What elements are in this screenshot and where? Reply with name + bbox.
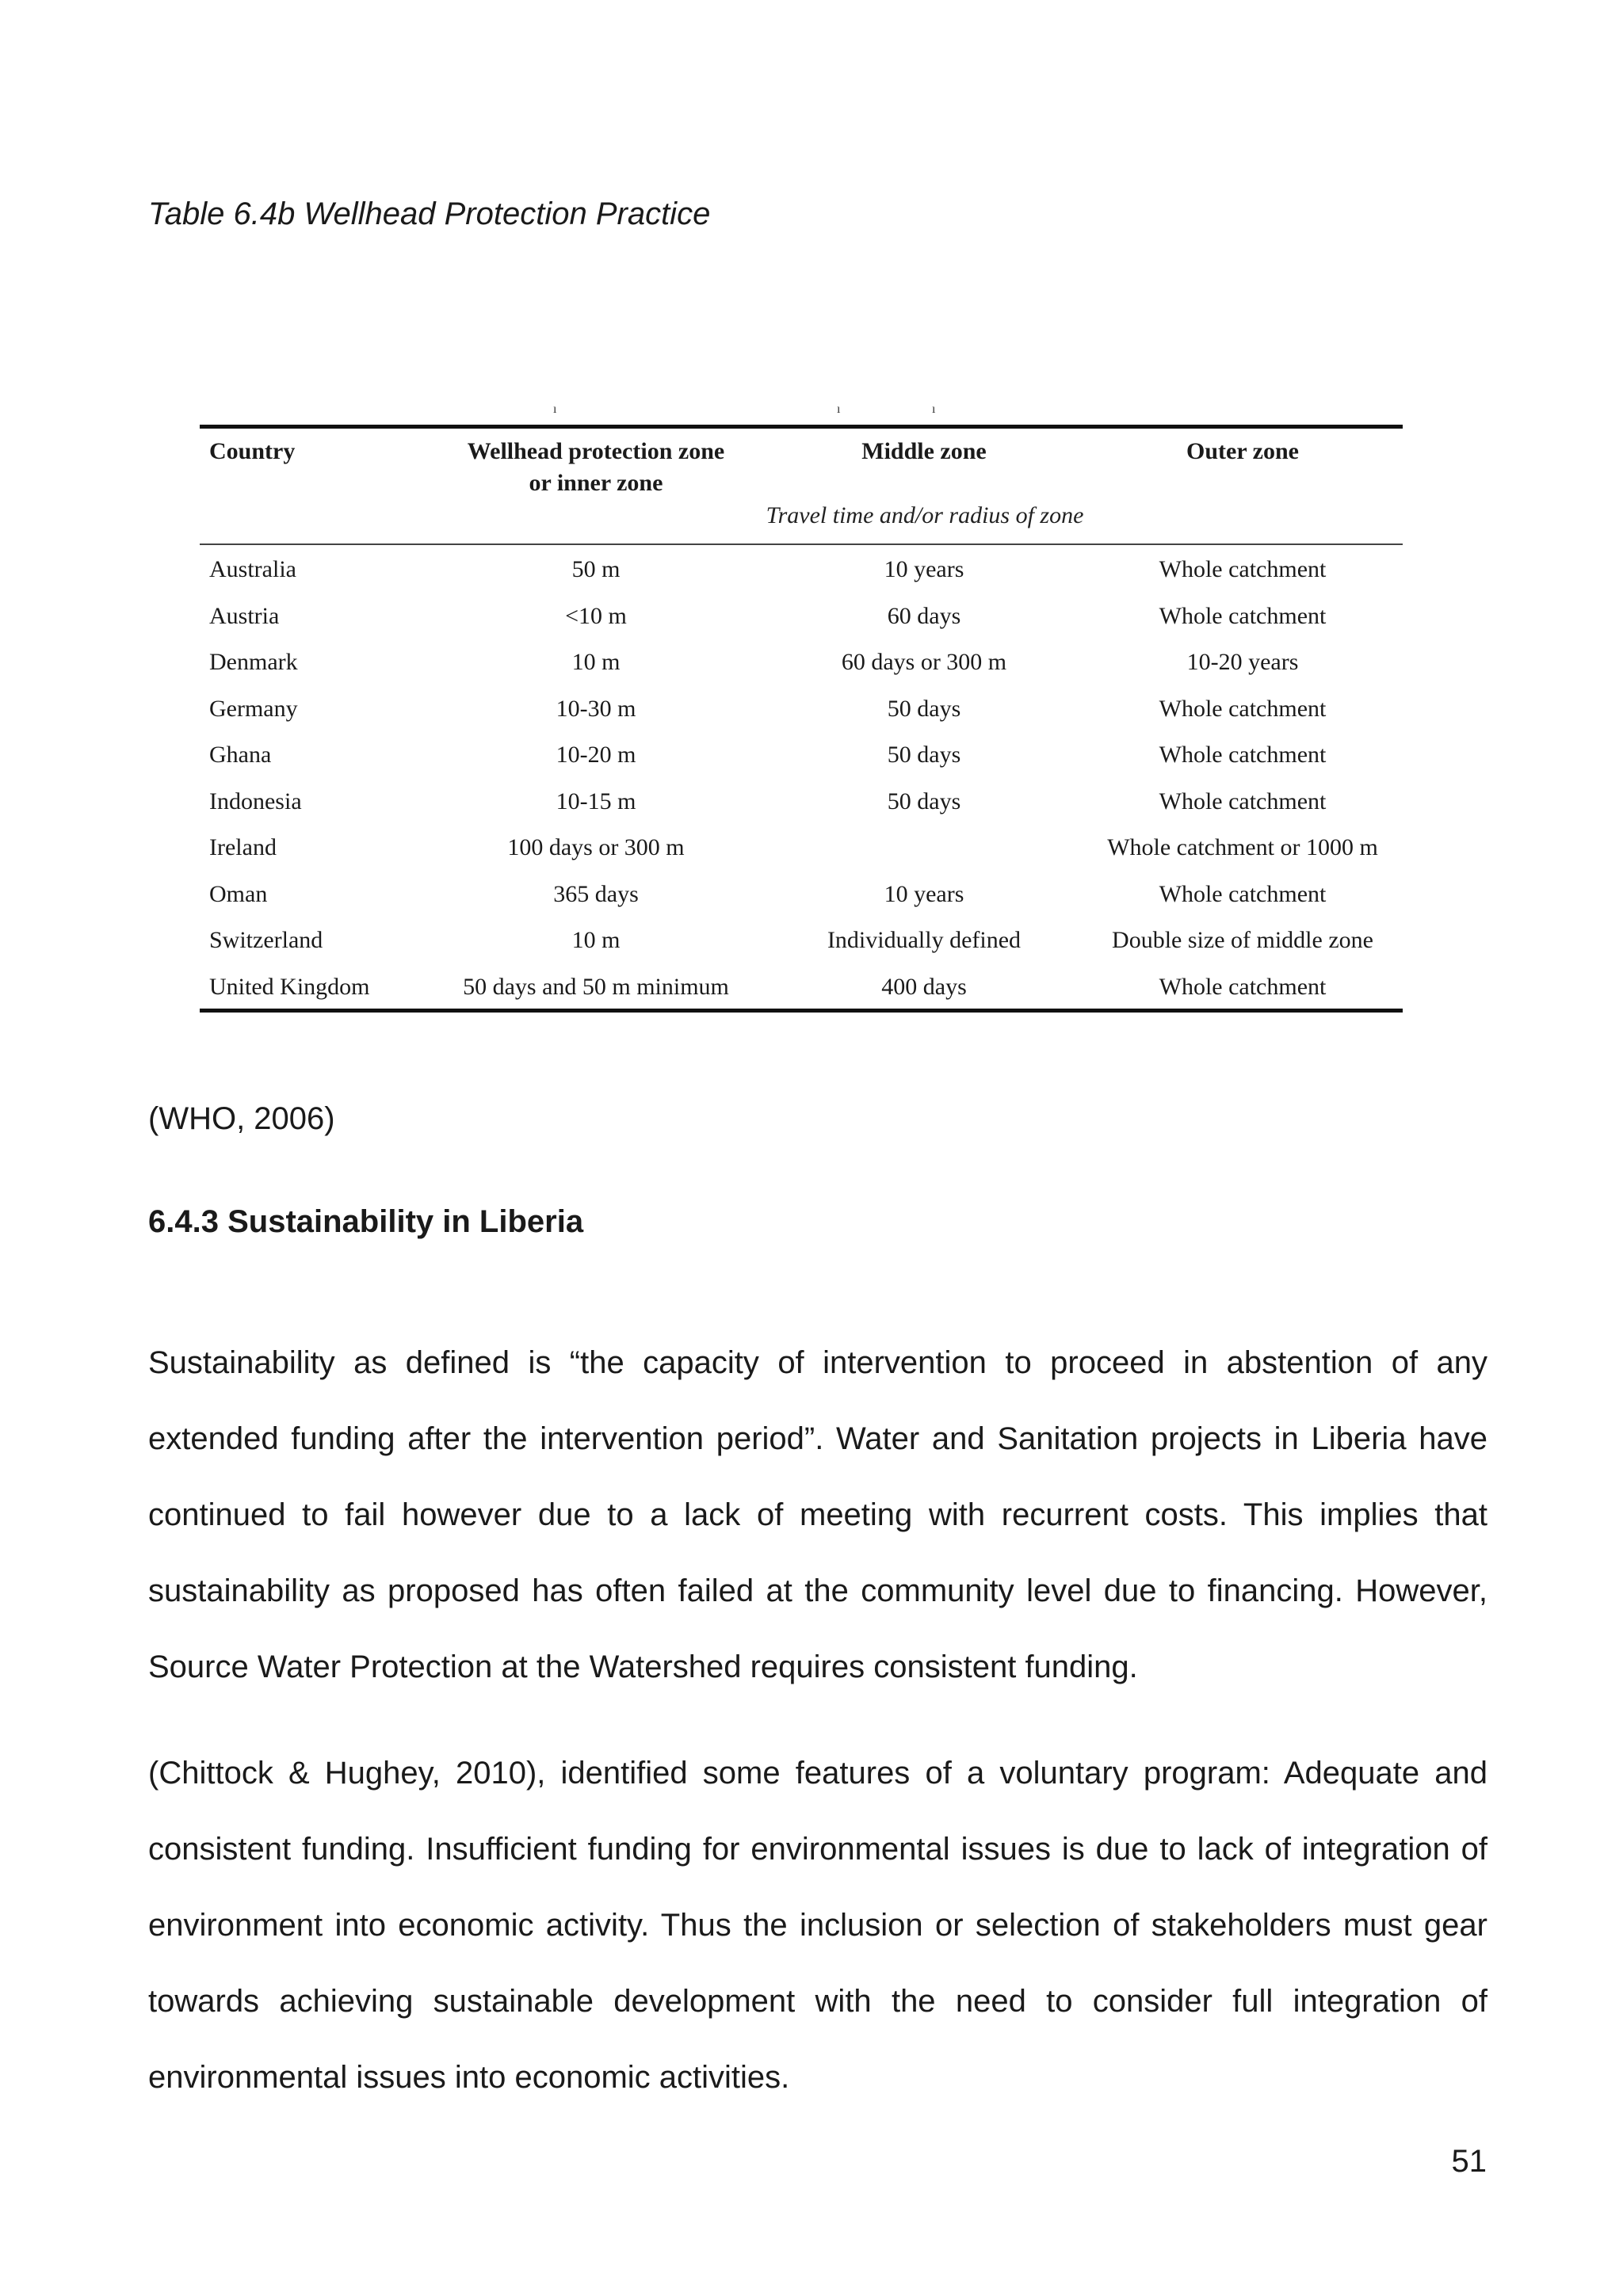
cell-inner-zone: 10 m — [571, 927, 621, 953]
table-row — [200, 553, 1403, 600]
cell-outer-zone: Whole catchment — [1159, 602, 1327, 629]
cell-outer-zone: Whole catchment or 1000 m — [1107, 834, 1378, 860]
cell-middle-zone: 10 years — [884, 880, 964, 907]
table-row — [200, 924, 1403, 971]
cell-inner-zone: 10-15 m — [556, 788, 636, 814]
cell-inner-zone: 365 days — [553, 880, 639, 907]
table-top-rule — [200, 425, 1403, 429]
header-middle-zone: Middle zone — [861, 438, 987, 464]
cell-country: Denmark — [209, 649, 298, 675]
section-heading: 6.4.3 Sustainability in Liberia — [148, 1204, 584, 1239]
cell-outer-zone: Whole catchment — [1159, 880, 1327, 907]
header-inner-zone — [422, 436, 770, 499]
table-row — [200, 878, 1403, 925]
cell-inner-zone: 50 m — [571, 556, 621, 582]
cell-inner-zone: <10 m — [565, 602, 627, 629]
cell-middle-zone: 60 days or 300 m — [841, 649, 1007, 675]
cell-country: Ireland — [209, 834, 277, 860]
table-header-rule — [200, 543, 1403, 545]
wellhead-protection-table — [200, 396, 1433, 1058]
cell-outer-zone: 10-20 years — [1186, 649, 1299, 675]
cell-middle-zone: 60 days — [887, 602, 961, 629]
cell-country: Oman — [209, 880, 268, 907]
cell-country: Switzerland — [209, 927, 323, 953]
table-row — [200, 600, 1403, 646]
cell-outer-zone: Double size of middle zone — [1112, 927, 1373, 953]
header-country: Country — [209, 438, 296, 464]
cell-country: Australia — [209, 556, 296, 582]
cell-outer-zone: Whole catchment — [1159, 695, 1327, 722]
cell-inner-zone: 10-30 m — [556, 695, 636, 722]
cell-outer-zone: Whole catchment — [1159, 788, 1327, 814]
header-subheading: Travel time and/or radius of zone — [766, 502, 1084, 528]
cell-middle-zone: 50 days — [887, 742, 961, 768]
table-row — [200, 831, 1403, 878]
table-body — [200, 553, 1403, 1016]
cell-middle-zone: Individually defined — [827, 927, 1022, 953]
cell-country: Germany — [209, 695, 298, 722]
table-row — [200, 785, 1403, 832]
table-row — [200, 646, 1403, 692]
cell-outer-zone: Whole catchment — [1159, 742, 1327, 768]
body-paragraph: (Chittock & Hughey, 2010), identified some features of a voluntary program: Adequate and consistent funding. Insufficient funding for environmental issues is due to lack of integration of environment into economic activity. Thus the inclusion or selection of stakeholders must gear towards achieving sustainable development with the need to consider full integration of environmental issues into economic activities. — [148, 1756, 1487, 2095]
cell-middle-zone: 10 years — [884, 556, 964, 582]
cell-inner-zone: 10 m — [571, 649, 621, 675]
cell-country: United Kingdom — [209, 973, 370, 1000]
table-source-citation: (WHO, 2006) — [148, 1101, 335, 1136]
cell-country: Ghana — [209, 742, 272, 768]
header-inner-zone-line1: Wellhead protection zone — [467, 438, 725, 464]
table-row — [200, 692, 1403, 739]
cell-middle-zone: 50 days — [887, 788, 961, 814]
scan-tick-mark: ı — [553, 402, 557, 416]
scan-tick-mark: ı — [932, 402, 936, 416]
cell-middle-zone: 50 days — [887, 695, 961, 722]
cell-inner-zone: 10-20 m — [556, 742, 636, 768]
header-outer-zone: Outer zone — [1186, 438, 1299, 464]
cell-country: Indonesia — [209, 788, 302, 814]
table-row — [200, 738, 1403, 785]
cell-outer-zone: Whole catchment — [1159, 556, 1327, 582]
header-inner-zone-line2: or inner zone — [529, 470, 663, 496]
table-caption: Table 6.4b Wellhead Protection Practice — [148, 196, 711, 231]
cell-inner-zone: 100 days or 300 m — [507, 834, 685, 860]
scan-tick-mark: ı — [837, 402, 841, 416]
page-number: 51 — [1451, 2144, 1487, 2179]
cell-outer-zone: Whole catchment — [1159, 973, 1327, 1000]
cell-country: Austria — [209, 602, 280, 629]
table-bottom-rule — [200, 1009, 1403, 1013]
body-paragraph: Sustainability as defined is “the capacity of intervention to proceed in abstention of any extended funding after the intervention period”. Water and Sanitation projects in Liberia have continued to fail however due to a lack of meeting with recurrent costs. This implies that sustainability as proposed has often failed at the community level due to financing. However, Source Water Protection at the Watershed requires consistent funding. — [148, 1345, 1487, 1684]
cell-inner-zone: 50 days and 50 m minimum — [463, 973, 729, 1000]
cell-middle-zone: 400 days — [881, 973, 967, 1000]
